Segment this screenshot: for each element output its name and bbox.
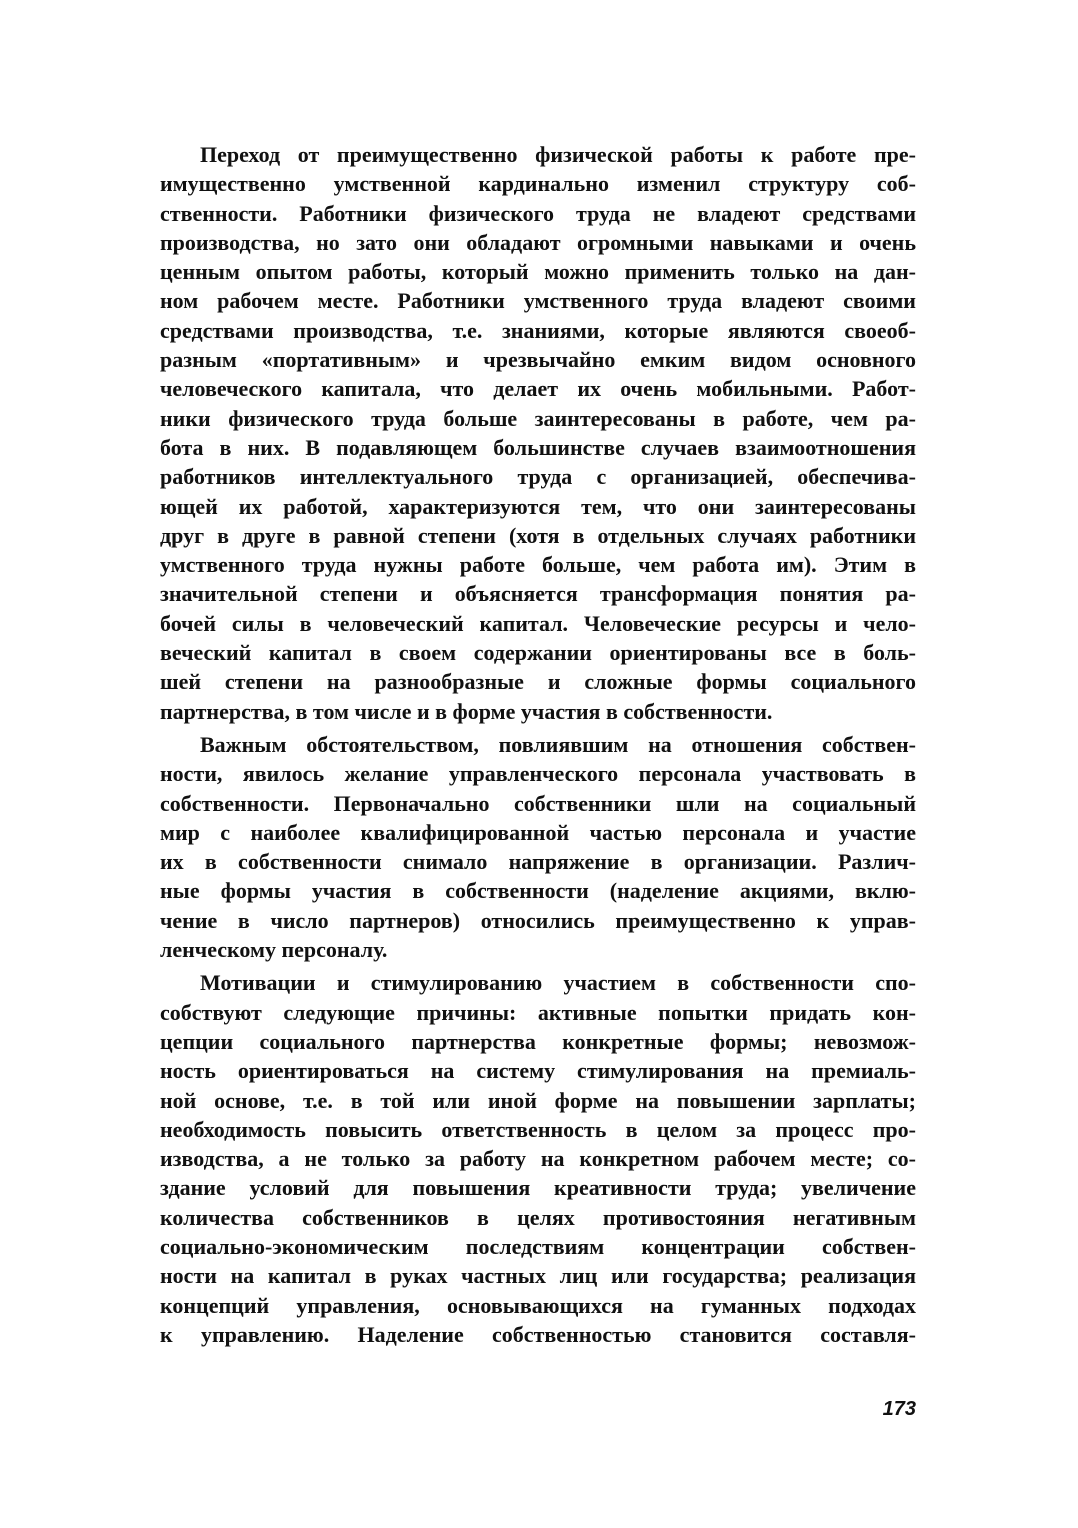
text-line: Важным обстоятельством, повлиявшим на отношения собствен- bbox=[200, 731, 916, 757]
text-line: ность ориентироваться на систему стимулирования на премиаль- bbox=[160, 1058, 916, 1084]
text-line: ности на капитал в руках частных лиц или государства; реализация bbox=[160, 1263, 916, 1289]
text-line: концепций управления, основывающихся на гуманных подходах bbox=[160, 1292, 916, 1318]
text-line: работников интеллектуального труда с организацией, обеспечива- bbox=[160, 464, 916, 490]
text-line: имущественно умственной кардинально изменил структуру соб- bbox=[160, 171, 916, 197]
text-line: разным «портативным» и чрезвычайно емким видом основного bbox=[160, 347, 916, 373]
text-line: необходимость повысить ответственность в целом за процесс про- bbox=[160, 1116, 916, 1142]
text-line: бота в них. В подавляющем большинстве случаев взаимоотношения bbox=[160, 434, 916, 460]
text-line: здание условий для повышения креативности труда; увеличение bbox=[160, 1175, 916, 1201]
text-line: ленческому персоналу. bbox=[160, 937, 388, 963]
text-line: ники физического труда больше заинтересованы в работе, чем ра- bbox=[160, 405, 916, 431]
text-line: количества собственников в целях противостояния негативным bbox=[160, 1204, 916, 1230]
text-line: веческий капитал в своем содержании ориентированы все в боль- bbox=[160, 640, 916, 666]
text-line: ные формы участия в собственности (наделение акциями, вклю- bbox=[160, 878, 916, 904]
paragraph-2 bbox=[160, 730, 916, 964]
text-line: друг в друге в равной степени (хотя в отдельных случаях работники bbox=[160, 522, 916, 548]
text-line: мир с наиболее квалифицированной частью персонала и участие bbox=[160, 819, 916, 845]
text-line: социально-экономическим последствиям концентрации собствен- bbox=[160, 1233, 916, 1259]
text-line: собствуют следующие причины: активные попытки придать кон- bbox=[160, 999, 916, 1025]
text-line: ной основе, т.е. в той или иной форме на повышении зарплаты; bbox=[160, 1087, 916, 1113]
text-line: умственного труда нужны работе больше, чем работа им). Этим в bbox=[160, 552, 916, 578]
text-line: средствами производства, т.е. знаниями, которые являются своеоб- bbox=[160, 317, 916, 343]
text-line: Переход от преимущественно физической работы к работе пре- bbox=[200, 142, 916, 167]
text-line: ственности. Работники физического труда не владеют средствами bbox=[160, 200, 916, 226]
page-number: 173 bbox=[882, 1398, 916, 1420]
paragraph-3 bbox=[160, 968, 916, 1349]
text-line: их в собственности снимало напряжение в организации. Различ- bbox=[160, 849, 916, 875]
text-line: цепции социального партнерства конкретные формы; невозмож- bbox=[160, 1028, 916, 1054]
text-line: ном рабочем месте. Работники умственного труда владеют своими bbox=[160, 288, 916, 314]
text-line: собственности. Первоначально собственники шли на социальный bbox=[160, 790, 916, 816]
text-line: чение в число партнеров) относились преимущественно к управ- bbox=[160, 907, 916, 933]
text-line: производства, но зато они обладают огромными навыками и очень bbox=[160, 229, 916, 255]
text-line: ценным опытом работы, который можно применить только на дан- bbox=[160, 259, 916, 285]
text-line: значительной степени и объясняется трансформация понятия ра- bbox=[160, 581, 916, 607]
paragraph-1 bbox=[160, 140, 916, 726]
text-line: ющей их работой, характеризуются тем, что они заинтересованы bbox=[160, 493, 916, 519]
text-line: ности, явилось желание управленческого персонала участвовать в bbox=[160, 761, 916, 787]
text-line: шей степени на разнообразные и сложные формы социального bbox=[160, 669, 916, 695]
text-line: бочей силы в человеческий капитал. Человеческие ресурсы и чело- bbox=[160, 610, 916, 636]
text-line: к управлению. Наделение собственностью становится составля- bbox=[160, 1321, 916, 1347]
text-line: изводства, а не только за работу на конкретном рабочем месте; со- bbox=[160, 1146, 916, 1172]
text-line: человеческого капитала, что делает их очень мобильными. Работ- bbox=[160, 376, 916, 402]
text-line: Мотивации и стимулированию участием в собственности спо- bbox=[200, 970, 916, 996]
text-line: партнерства, в том числе и в форме участия в собственности. bbox=[160, 698, 773, 724]
body-text bbox=[160, 140, 916, 1349]
